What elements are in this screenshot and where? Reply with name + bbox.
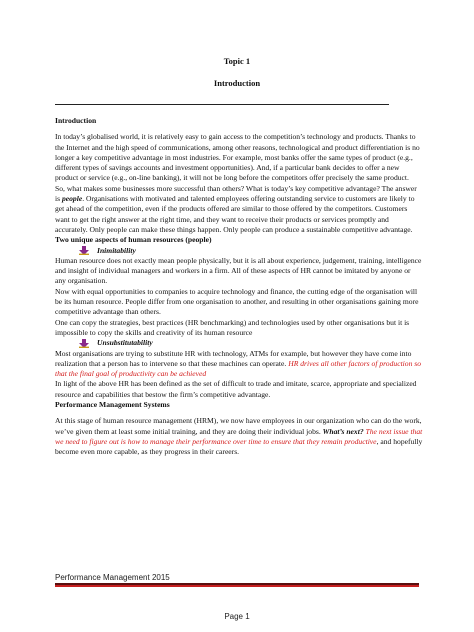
bullet-unsubstitutability	[79, 338, 423, 348]
section-heading-two-unique-aspects: Two unique aspects of human resources (people)	[55, 235, 212, 245]
page-number: Page 1	[224, 612, 250, 621]
paragraph-competitive-advantage: So, what makes some businesses more successful than others? What is today’s key competitive advantage? The answer is people. Organisations with motivated and talented employees offering outstanding service to customers are likely to get ahead of the competition, even if the products offered are similar to those offered by the competitors. Customers want to get the right answer at the right time, and they want to receive their products or services promptly and accurately. Only people can make these things happen. Only people can produce a sustainable competitive advantage.	[55, 183, 417, 234]
bullet-label: Unsubstitutability	[97, 338, 153, 348]
paragraph-copy-strategies: One can copy the strategies, best practices (HR benchmarking) and technologies used by other organisations but it is impossible to copy the skills and creativity of its human resource	[55, 317, 410, 337]
bullet-inimitability	[79, 246, 423, 256]
bullet-label: Inimitability	[97, 245, 136, 255]
emphasis-people: people	[61, 194, 83, 204]
arrow-bullet-icon	[79, 339, 89, 348]
highlight-hr-drives: HR drives all other factors of production so that the final goal of productivity can be achieved	[55, 358, 422, 379]
section-heading-introduction: Introduction	[55, 116, 97, 125]
paragraph-hr-meaning: Human resource does not exactly mean people physically, but it is all about experience, judgement, training, intelligence and insight of individual managers and workers in a firm. All of these aspects of HR cannot be imitated by anyone or any organisation.	[55, 255, 422, 286]
paragraph-substitute-hr: Most organisations are trying to substitute HR with technology, ATMs for example, but however they have come into realization that a person has to intervene so that these machines can operate. HR drives all other factors of production so that the final goal of productivity can be achieved	[55, 348, 422, 379]
title-divider	[55, 104, 389, 105]
footer-divider-red	[55, 585, 419, 587]
footer-title: Performance Management 2015	[55, 573, 170, 582]
paragraph-globalised-world: In today’s globalised world, it is relatively easy to gain access to the competition’s technology and products. Thanks to the Internet and the high speed of communications, among other reasons, technological and product differentiation is no longer a key competitive advantage in most industries. For example, most banks offer the same types of product (e.g., different types of savings accounts and investment opportunities). And, if a particular bank decides to offer a new product or service (e.g., on-line banking), it will not be long before the competitors offer precisely the same product.	[55, 132, 420, 183]
paragraph-equal-opportunities: Now with equal opportunities to companies to acquire technology and finance, the cutting edge of the organisation will be its human resource. People differ from one organisation to another, and resulting in other organisations gaining more competitive advantage than others.	[55, 286, 419, 317]
document-body	[55, 116, 423, 458]
arrow-bullet-icon	[79, 246, 89, 255]
section-heading-performance-management: Performance Management Systems	[55, 400, 170, 410]
paragraph-hrm-stage: At this stage of human resource management (HRM), we now have employees in our organization who can do the work, we’ve given them at least some initial training, and they are doing their individual jobs. What’s next? The next issue that we need to figure out is how to manage their performance over time to ensure that they remain productive, and hopefully become even more capable, as they progress in their careers.	[55, 416, 423, 457]
highlight-next-issue: The next issue that we need to figure out is how to manage their performance over time to ensure that they remain productive	[55, 426, 423, 446]
page-title: Introduction	[213, 78, 261, 88]
topic-label: Topic 1	[223, 56, 251, 66]
paragraph-hr-definition: In light of the above HR has been defined as the set of difficult to trade and imitate, scarce, appropriate and specialized resource and capabilities that bestow the firm’s competitive advantage.	[55, 379, 417, 399]
emphasis-whats-next: What’s next?	[322, 426, 364, 436]
